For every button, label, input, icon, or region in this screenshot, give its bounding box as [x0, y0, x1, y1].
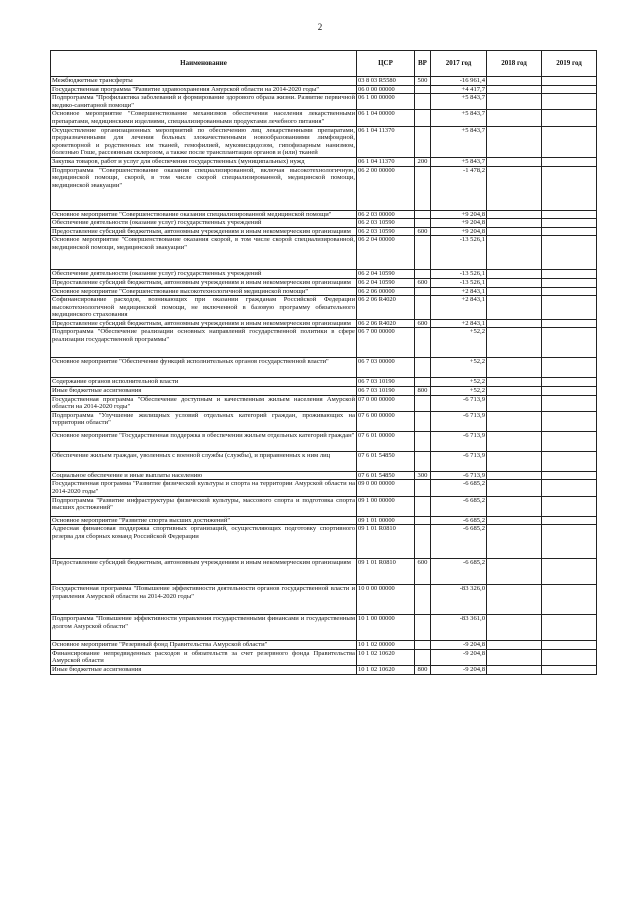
- row-2019-cell: [542, 516, 597, 525]
- row-vr-cell: [415, 615, 431, 641]
- table-row: [51, 585, 597, 615]
- row-name-cell: Адресная финансовая поддержка спортивных организаций, осуществляющих подготовку спортивного резерва для сборных команд Российской Федерации: [51, 525, 357, 559]
- row-name-cell: Иные бюджетные ассигнования: [51, 387, 357, 396]
- header-2018: 2018 год: [487, 51, 542, 77]
- row-csr-cell: 06 2 04 10590: [357, 278, 415, 287]
- row-name-cell: Обеспечение деятельности (оказание услуг) государственных учреждений: [51, 270, 357, 279]
- row-2018-cell: [487, 296, 542, 320]
- table-row: [51, 126, 597, 157]
- row-csr-cell: 06 1 04 11370: [357, 126, 415, 157]
- row-2019-cell: [542, 210, 597, 219]
- row-2019-cell: [542, 525, 597, 559]
- row-2017-cell: -16 961,4: [431, 77, 487, 86]
- row-2018-cell: [487, 451, 542, 471]
- table-row: [51, 358, 597, 378]
- header-csr: ЦСР: [357, 51, 415, 77]
- row-csr-cell: 06 2 03 10590: [357, 227, 415, 236]
- row-2017-cell: +52,2: [431, 378, 487, 387]
- row-2017-cell: -6 685,2: [431, 516, 487, 525]
- row-2019-cell: [542, 480, 597, 496]
- table-row: [51, 210, 597, 219]
- table-row: [51, 480, 597, 496]
- row-2018-cell: [487, 77, 542, 86]
- row-2019-cell: [542, 559, 597, 585]
- row-csr-cell: 06 2 06 R4020: [357, 319, 415, 328]
- row-name-cell: Обеспечение деятельности (оказание услуг) государственных учреждений: [51, 219, 357, 228]
- row-2018-cell: [487, 666, 542, 675]
- row-2018-cell: [487, 85, 542, 94]
- row-2018-cell: [487, 585, 542, 615]
- row-2018-cell: [487, 126, 542, 157]
- row-name-cell: Государственная программа "Повышение эффективности деятельности органов государственной власти и управления Амурской области на 2014-2020 годы": [51, 585, 357, 615]
- row-csr-cell: 06 2 04 00000: [357, 236, 415, 270]
- table-header-row: [51, 51, 597, 77]
- table-row: [51, 110, 597, 126]
- row-2018-cell: [487, 411, 542, 431]
- table-row: [51, 496, 597, 516]
- table-row: [51, 85, 597, 94]
- row-csr-cell: 09 1 01 R0810: [357, 525, 415, 559]
- row-2018-cell: [487, 431, 542, 451]
- row-csr-cell: 06 1 04 11370: [357, 157, 415, 166]
- row-2017-cell: -6 685,2: [431, 496, 487, 516]
- row-2018-cell: [487, 378, 542, 387]
- row-vr-cell: 800: [415, 387, 431, 396]
- header-2019: 2019 год: [542, 51, 597, 77]
- table-row: [51, 296, 597, 320]
- row-vr-cell: [415, 219, 431, 228]
- row-name-cell: Подпрограмма "Совершенствование оказания специализированной, включая высокотехнологичную, медицинской помощи, скорой, в том числе скорой специализированной, медицинской помощи, медицинской эвакуации": [51, 166, 357, 210]
- row-name-cell: Предоставление субсидий бюджетным, автономным учреждениям и иным некоммерческим организациям: [51, 559, 357, 585]
- row-vr-cell: [415, 378, 431, 387]
- row-2018-cell: [487, 157, 542, 166]
- row-2017-cell: -9 204,8: [431, 649, 487, 665]
- row-2019-cell: [542, 166, 597, 210]
- row-csr-cell: 09 1 01 R0810: [357, 559, 415, 585]
- row-2017-cell: +5 843,7: [431, 126, 487, 157]
- table-row: [51, 411, 597, 431]
- row-name-cell: Социальное обеспечение и иные выплаты населению: [51, 471, 357, 480]
- table-row: [51, 387, 597, 396]
- row-csr-cell: 06 1 00 00000: [357, 94, 415, 110]
- row-name-cell: Предоставление субсидий бюджетным, автономным учреждениям и иным некоммерческим организациям: [51, 227, 357, 236]
- table-row: [51, 166, 597, 210]
- row-2018-cell: [487, 270, 542, 279]
- row-2017-cell: +2 843,1: [431, 296, 487, 320]
- row-2018-cell: [487, 387, 542, 396]
- row-csr-cell: 06 2 03 10590: [357, 219, 415, 228]
- row-name-cell: Основное мероприятие "Резервный фонд Правительства Амурской области": [51, 641, 357, 650]
- row-2019-cell: [542, 387, 597, 396]
- table-row: [51, 615, 597, 641]
- row-2019-cell: [542, 451, 597, 471]
- row-csr-cell: 06 2 00 00000: [357, 166, 415, 210]
- row-csr-cell: 07 6 01 54850: [357, 471, 415, 480]
- row-2017-cell: +9 204,8: [431, 210, 487, 219]
- row-csr-cell: 06 0 00 00000: [357, 85, 415, 94]
- row-2018-cell: [487, 236, 542, 270]
- row-name-cell: Государственная программа "Развитие физической культуры и спорта на территории Амурской области на 2014-2020 годы": [52, 480, 355, 496]
- row-vr-cell: 300: [415, 471, 431, 480]
- row-2019-cell: [542, 328, 597, 358]
- table-row: [51, 451, 597, 471]
- row-csr-cell: 09 1 01 00000: [357, 516, 415, 525]
- row-csr-cell: 06 7 03 10190: [357, 378, 415, 387]
- row-2019-cell: [542, 77, 597, 86]
- row-2018-cell: [487, 227, 542, 236]
- header-2017: 2017 год: [431, 51, 487, 77]
- row-2017-cell: +52,2: [431, 358, 487, 378]
- table-row: [51, 328, 597, 358]
- row-csr-cell: 06 7 03 00000: [357, 358, 415, 378]
- row-2017-cell: +5 843,7: [431, 157, 487, 166]
- row-vr-cell: [415, 480, 431, 496]
- row-name-cell: Подпрограмма "Развитие инфраструктуры физической культуры, массового спорта и подготовка спорта высших достижений": [51, 496, 357, 516]
- table-row: [51, 236, 597, 270]
- row-2018-cell: [487, 328, 542, 358]
- row-2019-cell: [542, 270, 597, 279]
- row-2017-cell: -6 713,9: [431, 411, 487, 431]
- row-2019-cell: [542, 585, 597, 615]
- row-2018-cell: [487, 496, 542, 516]
- row-csr-cell: 06 2 04 10590: [357, 270, 415, 279]
- row-2018-cell: [487, 210, 542, 219]
- row-2018-cell: [487, 278, 542, 287]
- row-csr-cell: 06 7 00 00000: [357, 328, 415, 358]
- row-vr-cell: [415, 431, 431, 451]
- row-2018-cell: [487, 641, 542, 650]
- row-2019-cell: [542, 94, 597, 110]
- table-row: [51, 227, 597, 236]
- row-2019-cell: [542, 471, 597, 480]
- row-2018-cell: [487, 395, 542, 411]
- table-row: [51, 395, 597, 411]
- row-vr-cell: [415, 358, 431, 378]
- header-vr: ВР: [415, 51, 431, 77]
- row-2018-cell: [487, 649, 542, 665]
- row-csr-cell: 06 1 04 00000: [357, 110, 415, 126]
- row-2017-cell: +2 843,1: [431, 319, 487, 328]
- row-name-cell: Обеспечение жильем граждан, уволенных с военной службы (службы), и приравненных к ним лиц: [51, 451, 357, 471]
- row-vr-cell: [415, 166, 431, 210]
- row-csr-cell: 09 0 00 00000: [357, 480, 415, 496]
- budget-table: [50, 50, 597, 675]
- row-vr-cell: [415, 649, 431, 665]
- row-vr-cell: 600: [415, 278, 431, 287]
- table-row: [51, 270, 597, 279]
- table-row: [51, 471, 597, 480]
- table-row: [51, 666, 597, 675]
- row-name-cell: Основное мероприятие "Совершенствование оказания специализированной медицинской помощи": [51, 210, 357, 219]
- row-vr-cell: [415, 110, 431, 126]
- row-csr-cell: 10 1 00 00000: [357, 615, 415, 641]
- row-name-cell: Подпрограмма "Улучшение жилищных условий отдельных категорий граждан, проживающих на территории области": [51, 411, 357, 431]
- row-2018-cell: [487, 166, 542, 210]
- row-csr-cell: 03 8 03 R5580: [357, 77, 415, 86]
- row-2018-cell: [487, 480, 542, 496]
- row-name-cell: Основное мероприятие "Совершенствование оказания скорой, в том числе скорой специализированной, медицинской помощи, медицинской эвакуации": [51, 236, 357, 270]
- row-name-cell: Предоставление субсидий бюджетным, автономным учреждениям и иным некоммерческим организациям: [51, 278, 357, 287]
- row-2019-cell: [542, 85, 597, 94]
- row-2019-cell: [542, 496, 597, 516]
- row-name-cell: Основное мероприятие "Совершенствование механизмов обеспечения населения лекарственными препаратами, медицинскими изделиями, специализированными продуктами лечебного питания": [52, 110, 355, 125]
- row-csr-cell: 06 7 03 10190: [357, 387, 415, 396]
- row-vr-cell: [415, 525, 431, 559]
- row-vr-cell: [415, 395, 431, 411]
- row-2017-cell: -6 713,9: [431, 471, 487, 480]
- row-vr-cell: 200: [415, 157, 431, 166]
- row-name-cell: Основное мероприятие "Обеспечение функций исполнительных органов государственной власти": [51, 358, 357, 378]
- row-name-cell: Финансирование непредвиденных расходов и обязательств за счет резервного фонда Правительства Амурской области: [52, 649, 355, 665]
- row-name-cell: Основное мероприятие "Развитие спорта высших достижений": [51, 516, 357, 525]
- row-vr-cell: [415, 210, 431, 219]
- row-2019-cell: [542, 296, 597, 320]
- page-number: 2: [317, 22, 323, 32]
- row-2019-cell: [542, 378, 597, 387]
- row-name-cell: Софинансирование расходов, возникающих при оказании гражданам Российской Федерации высокотехнологичной медицинской помощи, не включенной в базовую программу обязательного медицинского страхования: [52, 296, 355, 319]
- row-2018-cell: [487, 525, 542, 559]
- header-name: Наименование: [51, 51, 357, 77]
- row-2019-cell: [542, 666, 597, 675]
- row-2017-cell: -9 204,8: [431, 666, 487, 675]
- row-vr-cell: [415, 451, 431, 471]
- row-2018-cell: [487, 110, 542, 126]
- row-vr-cell: [415, 585, 431, 615]
- table-row: [51, 319, 597, 328]
- row-vr-cell: 600: [415, 319, 431, 328]
- row-csr-cell: 06 2 03 00000: [357, 210, 415, 219]
- table-row: [51, 157, 597, 166]
- table-row: [51, 77, 597, 86]
- row-vr-cell: 600: [415, 227, 431, 236]
- table-row: [51, 378, 597, 387]
- row-2017-cell: -6 685,2: [431, 480, 487, 496]
- row-csr-cell: 09 1 00 00000: [357, 496, 415, 516]
- row-2019-cell: [542, 227, 597, 236]
- row-vr-cell: [415, 296, 431, 320]
- row-csr-cell: 10 1 02 00000: [357, 641, 415, 650]
- row-2017-cell: +9 204,8: [431, 219, 487, 228]
- row-2017-cell: -13 526,1: [431, 278, 487, 287]
- row-2017-cell: +5 843,7: [431, 94, 487, 110]
- row-2017-cell: -6 685,2: [431, 525, 487, 559]
- row-2019-cell: [542, 431, 597, 451]
- table-row: [51, 287, 597, 296]
- row-2018-cell: [487, 615, 542, 641]
- table-row: [51, 516, 597, 525]
- row-name-cell: Межбюджетные трансферты: [51, 77, 357, 86]
- row-2018-cell: [487, 358, 542, 378]
- row-2019-cell: [542, 358, 597, 378]
- row-csr-cell: 07 6 01 54850: [357, 451, 415, 471]
- row-csr-cell: 07 0 00 00000: [357, 395, 415, 411]
- row-2019-cell: [542, 411, 597, 431]
- table-row: [51, 219, 597, 228]
- row-2019-cell: [542, 278, 597, 287]
- row-2017-cell: +52,2: [431, 328, 487, 358]
- row-vr-cell: [415, 270, 431, 279]
- row-2017-cell: -83 361,0: [431, 615, 487, 641]
- row-2017-cell: -83 326,0: [431, 585, 487, 615]
- row-2018-cell: [487, 471, 542, 480]
- row-2019-cell: [542, 641, 597, 650]
- table-row: [51, 431, 597, 451]
- row-csr-cell: 06 2 06 R4020: [357, 296, 415, 320]
- row-csr-cell: 07 6 01 00000: [357, 431, 415, 451]
- row-2017-cell: +52,2: [431, 387, 487, 396]
- row-vr-cell: [415, 328, 431, 358]
- row-vr-cell: [415, 85, 431, 94]
- row-name-cell: Государственная программа "Обеспечение доступным и качественным жильем населения Амурской области на 2014-2020 годы": [52, 395, 355, 411]
- row-2017-cell: -6 685,2: [431, 559, 487, 585]
- row-2018-cell: [487, 559, 542, 585]
- row-name-cell: Подпрограмма "Повышение эффективности управления государственными финансами и государственным долгом Амурской области": [51, 615, 357, 641]
- table-row: [51, 525, 597, 559]
- row-2019-cell: [542, 615, 597, 641]
- row-name-cell: Подпрограмма "Обеспечение реализации основных направлений государственной политики в сфере реализации государственной программы": [51, 328, 357, 358]
- row-2019-cell: [542, 236, 597, 270]
- row-csr-cell: 10 0 00 00000: [357, 585, 415, 615]
- row-name-cell: Закупка товаров, работ и услуг для обеспечения государственных (муниципальных) нужд: [51, 157, 357, 166]
- row-2017-cell: -13 526,1: [431, 270, 487, 279]
- row-csr-cell: 06 2 06 00000: [357, 287, 415, 296]
- row-2017-cell: +5 843,7: [431, 110, 487, 126]
- row-vr-cell: [415, 94, 431, 110]
- row-name-cell: Осуществление организационных мероприятий по обеспечению лиц лекарственными препаратами, предназначенными для лечения больных злокачественными новообразованиями лимфоидной, кроветворной и родственных им тканей, гемофилией, муковисцидозом, гипофизарным нанизмом, болезнью Гоше, рассеянным склерозом, а также после трансплантации органов и (или) тканей: [52, 126, 355, 157]
- row-csr-cell: 07 6 00 00000: [357, 411, 415, 431]
- row-2018-cell: [487, 287, 542, 296]
- row-csr-cell: 10 1 02 10620: [357, 649, 415, 665]
- row-2017-cell: -13 526,1: [431, 236, 487, 270]
- row-2019-cell: [542, 287, 597, 296]
- table-row: [51, 641, 597, 650]
- row-vr-cell: [415, 516, 431, 525]
- row-name-cell: Основное мероприятие "Государственная поддержка в обеспечении жильем отдельных категорий граждан": [51, 431, 357, 451]
- row-name-cell: Основное мероприятие "Совершенствование высокотехнологичной медицинской помощи": [51, 287, 357, 296]
- row-vr-cell: [415, 287, 431, 296]
- row-vr-cell: 800: [415, 666, 431, 675]
- row-name-cell: Содержание органов исполнительной власти: [51, 378, 357, 387]
- row-2017-cell: -9 204,8: [431, 641, 487, 650]
- row-2018-cell: [487, 516, 542, 525]
- row-2017-cell: +9 204,8: [431, 227, 487, 236]
- row-2019-cell: [542, 219, 597, 228]
- row-vr-cell: 600: [415, 559, 431, 585]
- row-vr-cell: [415, 411, 431, 431]
- row-name-cell: Предоставление субсидий бюджетным, автономным учреждениям и иным некоммерческим организациям: [51, 319, 357, 328]
- table-row: [51, 559, 597, 585]
- row-2018-cell: [487, 94, 542, 110]
- row-2018-cell: [487, 319, 542, 328]
- row-name-cell: Иные бюджетные ассигнования: [51, 666, 357, 675]
- table-body: [51, 77, 597, 675]
- table-row: [51, 94, 597, 110]
- row-2019-cell: [542, 395, 597, 411]
- row-vr-cell: [415, 641, 431, 650]
- row-2019-cell: [542, 157, 597, 166]
- row-2019-cell: [542, 126, 597, 157]
- row-name-cell: Подпрограмма "Профилактика заболеваний и формирование здорового образа жизни. Развитие первичной медико-санитарной помощи": [52, 94, 355, 109]
- row-vr-cell: [415, 496, 431, 516]
- row-vr-cell: [415, 126, 431, 157]
- row-2017-cell: -6 713,9: [431, 395, 487, 411]
- row-csr-cell: 10 1 02 10620: [357, 666, 415, 675]
- row-2019-cell: [542, 319, 597, 328]
- row-vr-cell: 500: [415, 77, 431, 86]
- row-2019-cell: [542, 110, 597, 126]
- row-2017-cell: -6 713,9: [431, 431, 487, 451]
- row-2017-cell: -1 478,2: [431, 166, 487, 210]
- table-row: [51, 649, 597, 665]
- row-vr-cell: [415, 236, 431, 270]
- row-2017-cell: +2 843,1: [431, 287, 487, 296]
- row-2019-cell: [542, 649, 597, 665]
- row-name-cell: Государственная программа "Развитие здравоохранения Амурской области на 2014-2020 годы": [51, 85, 357, 94]
- table-row: [51, 278, 597, 287]
- row-2017-cell: -6 713,9: [431, 451, 487, 471]
- row-2018-cell: [487, 219, 542, 228]
- row-2017-cell: +4 417,7: [431, 85, 487, 94]
